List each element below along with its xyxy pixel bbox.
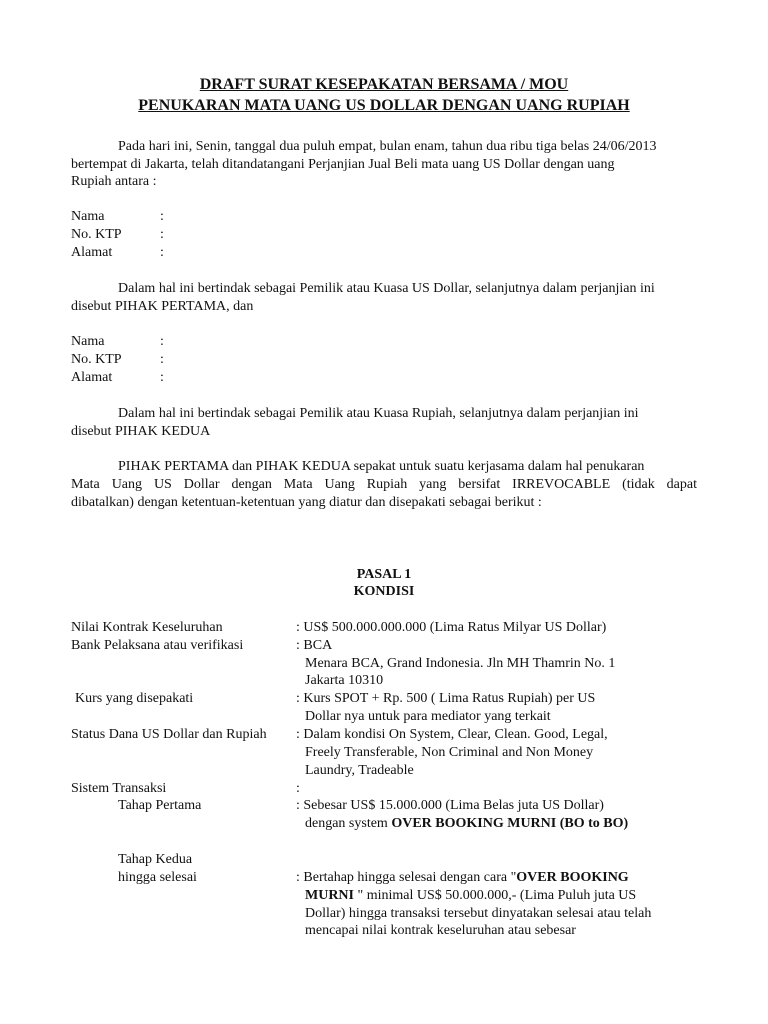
bank-value-line-1: : BCA — [296, 638, 333, 653]
status-dana-value-line-2: Freely Transferable, Non Criminal and Non Money — [305, 745, 594, 760]
tahap-kedua-value-bold: OVER BOOKING — [516, 870, 629, 885]
party2-ktp-colon: : — [160, 352, 164, 367]
pasal-subheading: KONDISI — [353, 584, 415, 599]
party2-desc-line-1: Dalam hal ini bertindak sebagai Pemilik atau Kuasa Rupiah, selanjutnya dalam perjanjian ini — [118, 406, 639, 421]
tahap-pertama-system-bold: OVER BOOKING MURNI (BO to BO) — [391, 816, 629, 831]
tahap-kedua-value-line-1 — [296, 869, 629, 886]
nilai-kontrak-value: : US$ 500.000.000.000 (Lima Ratus Milyar US Dollar) — [296, 620, 607, 635]
agreement-line-2: Mata Uang US Dollar dengan Mata Uang Rupiah yang bersifat IRREVOCABLE (tidak dapat — [71, 477, 697, 492]
tahap-kedua-value-line-2 — [305, 887, 636, 904]
party1-alamat-label: Alamat — [71, 245, 113, 260]
tahap-kedua-value-line-4: mencapai nilai kontrak keseluruhan atau sebesar — [305, 923, 576, 938]
title-line-1: DRAFT SURAT KESEPAKATAN BERSAMA / MOU — [199, 76, 569, 93]
kurs-value-line-2: Dollar nya untuk para mediator yang terkait — [305, 709, 551, 724]
pasal-heading: PASAL 1 — [356, 567, 412, 582]
party2-nama-label: Nama — [71, 334, 105, 349]
party1-ktp-colon: : — [160, 227, 164, 242]
tahap-kedua-label-line-2: hingga selesai — [118, 870, 197, 885]
title-line-2: PENUKARAN MATA UANG US DOLLAR DENGAN UANG RUPIAH — [138, 97, 630, 114]
tahap-pertama-label: Tahap Pertama — [118, 798, 202, 813]
intro-line-2: bertempat di Jakarta, telah ditandatangani Perjanjian Jual Beli mata uang US Dollar dengan uang — [71, 157, 615, 172]
party1-alamat-colon: : — [160, 245, 164, 260]
party2-alamat-colon: : — [160, 370, 164, 385]
agreement-line-1: PIHAK PERTAMA dan PIHAK KEDUA sepakat untuk suatu kerjasama dalam hal penukaran — [118, 459, 645, 474]
tahap-kedua-minimal: " minimal US$ 50.000.000,- (Lima Puluh juta US — [354, 888, 637, 903]
sistem-transaksi-colon: : — [296, 781, 300, 796]
sistem-transaksi-label: Sistem Transaksi — [71, 781, 167, 796]
bank-value-line-3: Jakarta 10310 — [305, 673, 384, 688]
bank-value-line-2: Menara BCA, Grand Indonesia. Jln MH Thamrin No. 1 — [305, 656, 616, 671]
kurs-label: Kurs yang disepakati — [75, 691, 194, 706]
intro-line-3: Rupiah antara : — [71, 174, 157, 189]
tahap-kedua-value-line-3: Dollar) hingga transaksi tersebut dinyatakan selesai atau telah — [305, 906, 652, 921]
nilai-kontrak-label: Nilai Kontrak Keseluruhan — [71, 620, 223, 635]
kurs-value-line-1: : Kurs SPOT + Rp. 500 ( Lima Ratus Rupiah) per US — [296, 691, 596, 706]
intro-line-1: Pada hari ini, Senin, tanggal dua puluh empat, bulan enam, tahun dua ribu tiga belas 24/06/2013 — [118, 139, 657, 154]
party2-alamat-label: Alamat — [71, 370, 113, 385]
status-dana-value-line-1: : Dalam kondisi On System, Clear, Clean. Good, Legal, — [296, 727, 608, 742]
party1-nama-label: Nama — [71, 209, 105, 224]
tahap-kedua-value-prefix: : Bertahap hingga selesai dengan cara " — [296, 870, 517, 885]
tahap-kedua-label-line-1: Tahap Kedua — [118, 852, 193, 867]
party2-ktp-label: No. KTP — [71, 352, 122, 367]
party1-ktp-label: No. KTP — [71, 227, 122, 242]
agreement-line-3: dibatalkan) dengan ketentuan-ketentuan yang diatur dan disepakati sebagai berikut : — [71, 495, 542, 510]
tahap-kedua-murni-bold: MURNI — [305, 888, 354, 903]
tahap-pertama-value-line-2 — [305, 815, 628, 832]
tahap-pertama-value-line-1: : Sebesar US$ 15.000.000 (Lima Belas juta US Dollar) — [296, 798, 604, 813]
party1-desc-line-1: Dalam hal ini bertindak sebagai Pemilik atau Kuasa US Dollar, selanjutnya dalam perjanjian ini — [118, 281, 655, 296]
party1-desc-line-2: disebut PIHAK PERTAMA, dan — [71, 299, 254, 314]
party2-desc-line-2: disebut PIHAK KEDUA — [71, 424, 211, 439]
tahap-pertama-system-prefix: dengan system — [305, 816, 392, 831]
party1-nama-colon: : — [160, 209, 164, 224]
status-dana-value-line-3: Laundry, Tradeable — [305, 763, 414, 778]
party2-nama-colon: : — [160, 334, 164, 349]
status-dana-label: Status Dana US Dollar dan Rupiah — [71, 727, 267, 742]
bank-label: Bank Pelaksana atau verifikasi — [71, 638, 244, 653]
